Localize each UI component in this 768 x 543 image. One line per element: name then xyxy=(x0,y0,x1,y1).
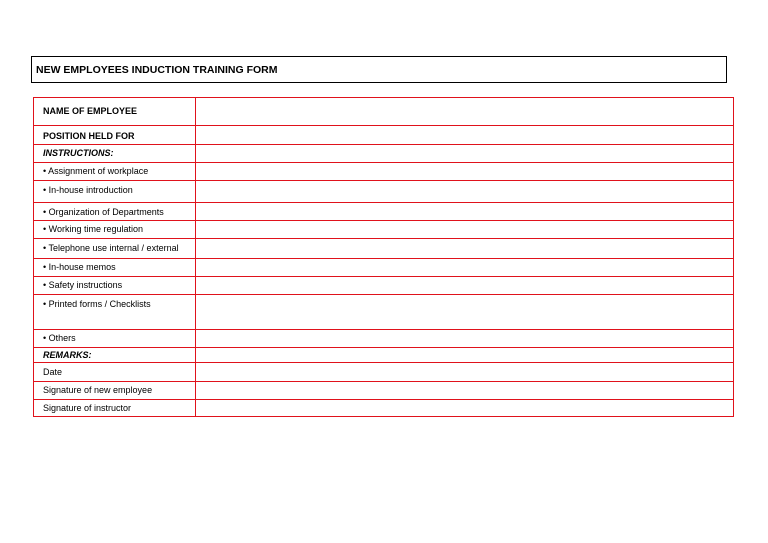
row-label-organization-of-departments: • Organization of Departments xyxy=(34,203,196,221)
row-label-assignment-of-workplace: • Assignment of workplace xyxy=(34,163,196,181)
row-label-signature-new-employee: Signature of new employee xyxy=(34,382,196,400)
table-row xyxy=(34,295,734,330)
row-label-telephone-use: • Telephone use internal / external xyxy=(34,239,196,259)
in-house-introduction-field[interactable] xyxy=(196,181,734,203)
instructions-heading: INSTRUCTIONS: xyxy=(34,145,196,163)
table-row xyxy=(34,203,734,221)
induction-form-table xyxy=(33,97,734,417)
table-row xyxy=(34,259,734,277)
row-label-others: • Others xyxy=(34,330,196,348)
signature-new-employee-field[interactable] xyxy=(196,382,734,400)
row-label-position-held-for: POSITION HELD FOR xyxy=(34,126,196,145)
table-row xyxy=(34,126,734,145)
row-label-signature-instructor: Signature of instructor xyxy=(34,400,196,417)
table-row xyxy=(34,348,734,363)
row-label-in-house-introduction: • In-house introduction xyxy=(34,181,196,203)
table-row xyxy=(34,277,734,295)
table-row xyxy=(34,221,734,239)
row-label-working-time-regulation: • Working time regulation xyxy=(34,221,196,239)
row-label-safety-instructions: • Safety instructions xyxy=(34,277,196,295)
safety-instructions-field[interactable] xyxy=(196,277,734,295)
others-field[interactable] xyxy=(196,330,734,348)
printed-forms-checklists-field[interactable] xyxy=(196,295,734,330)
table-row xyxy=(34,181,734,203)
name-of-employee-field[interactable] xyxy=(196,98,734,126)
row-label-name-of-employee: NAME OF EMPLOYEE xyxy=(34,98,196,126)
row-label-date: Date xyxy=(34,363,196,382)
row-label-printed-forms-checklists: • Printed forms / Checklists xyxy=(34,295,196,330)
position-held-for-field[interactable] xyxy=(196,126,734,145)
date-field[interactable] xyxy=(196,363,734,382)
assignment-of-workplace-field[interactable] xyxy=(196,163,734,181)
row-label-in-house-memos: • In-house memos xyxy=(34,259,196,277)
table-row xyxy=(34,330,734,348)
table-row xyxy=(34,239,734,259)
table-row xyxy=(34,400,734,417)
signature-instructor-field[interactable] xyxy=(196,400,734,417)
table-row xyxy=(34,363,734,382)
remarks-field[interactable] xyxy=(196,348,734,363)
telephone-use-field[interactable] xyxy=(196,239,734,259)
instructions-field[interactable] xyxy=(196,145,734,163)
in-house-memos-field[interactable] xyxy=(196,259,734,277)
table-row xyxy=(34,145,734,163)
table-row xyxy=(34,382,734,400)
organization-of-departments-field[interactable] xyxy=(196,203,734,221)
table-row xyxy=(34,98,734,126)
form-title: NEW EMPLOYEES INDUCTION TRAINING FORM xyxy=(31,56,727,83)
remarks-heading: REMARKS: xyxy=(34,348,196,363)
table-row xyxy=(34,163,734,181)
working-time-regulation-field[interactable] xyxy=(196,221,734,239)
